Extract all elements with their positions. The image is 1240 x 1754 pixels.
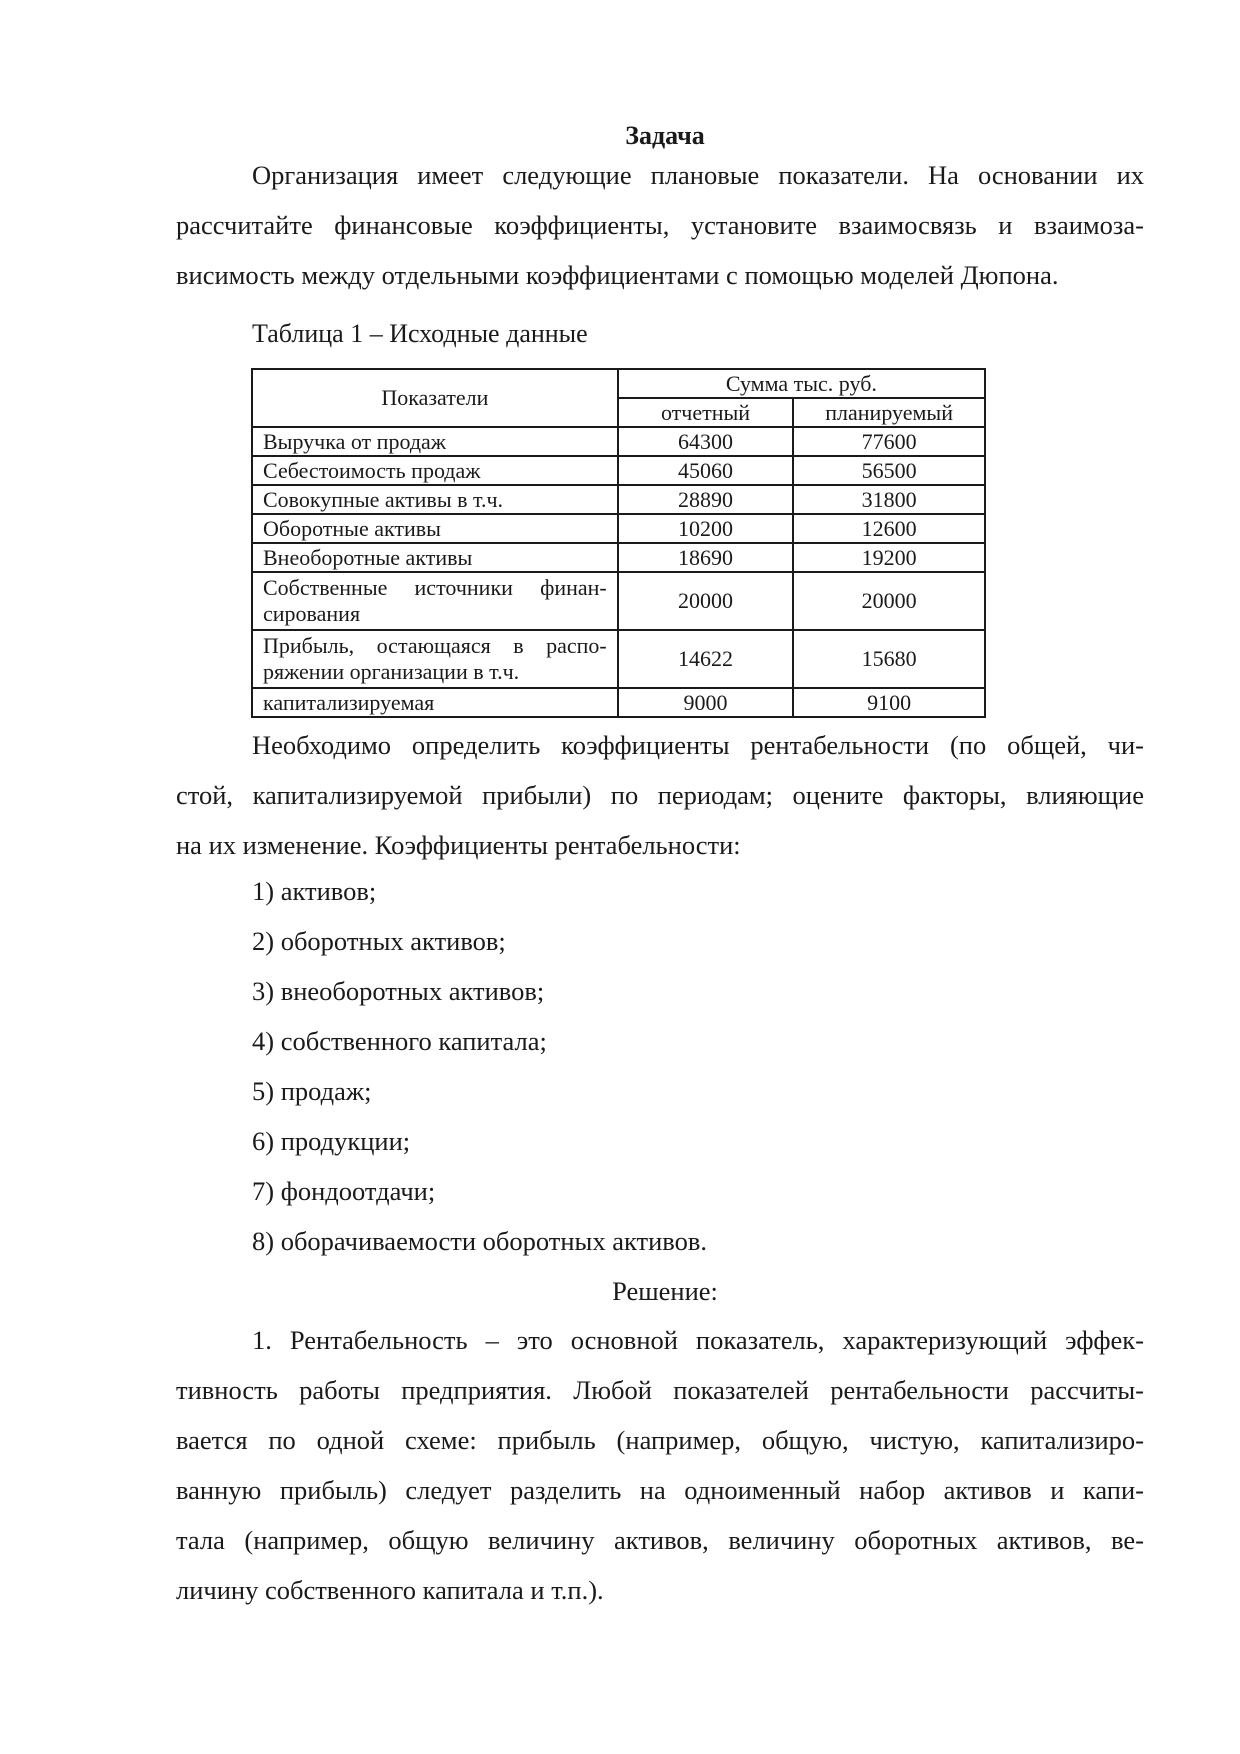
- intro-line: висимость между отдельными коэффициентами с помощью моделей Дюпона.: [176, 260, 1059, 290]
- solution-line: тивность работы предприятия. Любой показателей рентабельности рассчиты-: [176, 1375, 1144, 1405]
- task-line: на их изменение. Коэффициенты рентабельности:: [176, 830, 741, 860]
- table-row: [252, 688, 985, 717]
- list-item: 5) продаж;: [252, 1076, 372, 1106]
- solution-line: ванную прибыль) следует разделить на одноименный набор активов и капи-: [176, 1475, 1144, 1505]
- intro-line: рассчитайте финансовые коэффициенты, установите взаимосвязь и взаимоза-: [176, 210, 1144, 240]
- row-reported: 64300: [618, 427, 794, 456]
- table-row: [252, 514, 985, 543]
- row-planned: 31800: [793, 485, 985, 514]
- task-paragraph: [176, 720, 1144, 870]
- row-reported: 28890: [618, 485, 794, 514]
- solution-line: тала (например, общую величину активов, величину оборотных активов, ве-: [176, 1525, 1144, 1555]
- table-row: [252, 485, 985, 514]
- row-planned: 20000: [793, 572, 985, 630]
- row-planned: 9100: [793, 688, 985, 717]
- row-reported: 9000: [618, 688, 794, 717]
- row-reported: 20000: [618, 572, 794, 630]
- list-item: 1) активов;: [252, 876, 377, 906]
- header-planned: планируемый: [793, 398, 985, 427]
- row-name: Себестоимость продаж: [252, 456, 618, 485]
- solution-heading: Решение:: [612, 1276, 718, 1306]
- row-name: Совокупные активы в т.ч.: [252, 485, 618, 514]
- row-planned: 19200: [793, 543, 985, 572]
- table-caption: Таблица 1 – Исходные данные: [252, 319, 588, 348]
- list-item: 4) собственного капитала;: [252, 1026, 547, 1056]
- row-reported: 14622: [618, 630, 794, 688]
- row-planned: 12600: [793, 514, 985, 543]
- list-item: 7) фондоотдачи;: [252, 1176, 436, 1206]
- table-row: [252, 427, 985, 456]
- solution-line: вается по одной схеме: прибыль (например, общую, чистую, капитализиро-: [176, 1425, 1144, 1455]
- row-planned: 56500: [793, 456, 985, 485]
- row-planned: 15680: [793, 630, 985, 688]
- row-name: капитализируемая: [252, 688, 618, 717]
- solution-paragraph: [176, 1315, 1144, 1615]
- task-line: стой, капитализируемой прибыли) по периодам; оцените факторы, влияющие: [176, 780, 1144, 810]
- list-item: 2) оборотных активов;: [252, 926, 506, 956]
- task-line: Необходимо определить коэффициенты рентабельности (по общей, чи-: [252, 730, 1144, 760]
- list-item: 3) внеоборотных активов;: [252, 976, 545, 1006]
- list-item: 6) продукции;: [252, 1126, 411, 1156]
- row-reported: 45060: [618, 456, 794, 485]
- table-row: [252, 543, 985, 572]
- table-row: [252, 572, 985, 630]
- table-row: [252, 456, 985, 485]
- list-item: 8) оборачиваемости оборотных активов.: [252, 1226, 708, 1256]
- row-planned: 77600: [793, 427, 985, 456]
- header-sum: Сумма тыс. руб.: [618, 369, 985, 398]
- row-name: Внеоборотные активы: [252, 543, 618, 572]
- solution-line: личину собственного капитала и т.п.).: [176, 1575, 604, 1605]
- intro-paragraph: [176, 150, 1144, 300]
- row-name: Выручка от продаж: [252, 427, 618, 456]
- header-indicator: Показатели: [252, 369, 618, 427]
- row-name: Оборотные активы: [252, 514, 618, 543]
- page-title: Задача: [625, 121, 705, 150]
- source-data-table: [251, 368, 986, 718]
- header-reported: отчетный: [618, 398, 794, 427]
- row-name: Прибыль, остающаяся в распо-ряжении организации в т.ч.: [252, 630, 618, 688]
- row-reported: 18690: [618, 543, 794, 572]
- row-name: Собственные источники финан-сирования: [252, 572, 618, 630]
- row-reported: 10200: [618, 514, 794, 543]
- solution-line: 1. Рентабельность – это основной показатель, характеризующий эффек-: [252, 1325, 1144, 1355]
- table-row: [252, 630, 985, 688]
- intro-line: Организация имеет следующие плановые показатели. На основании их: [252, 160, 1144, 190]
